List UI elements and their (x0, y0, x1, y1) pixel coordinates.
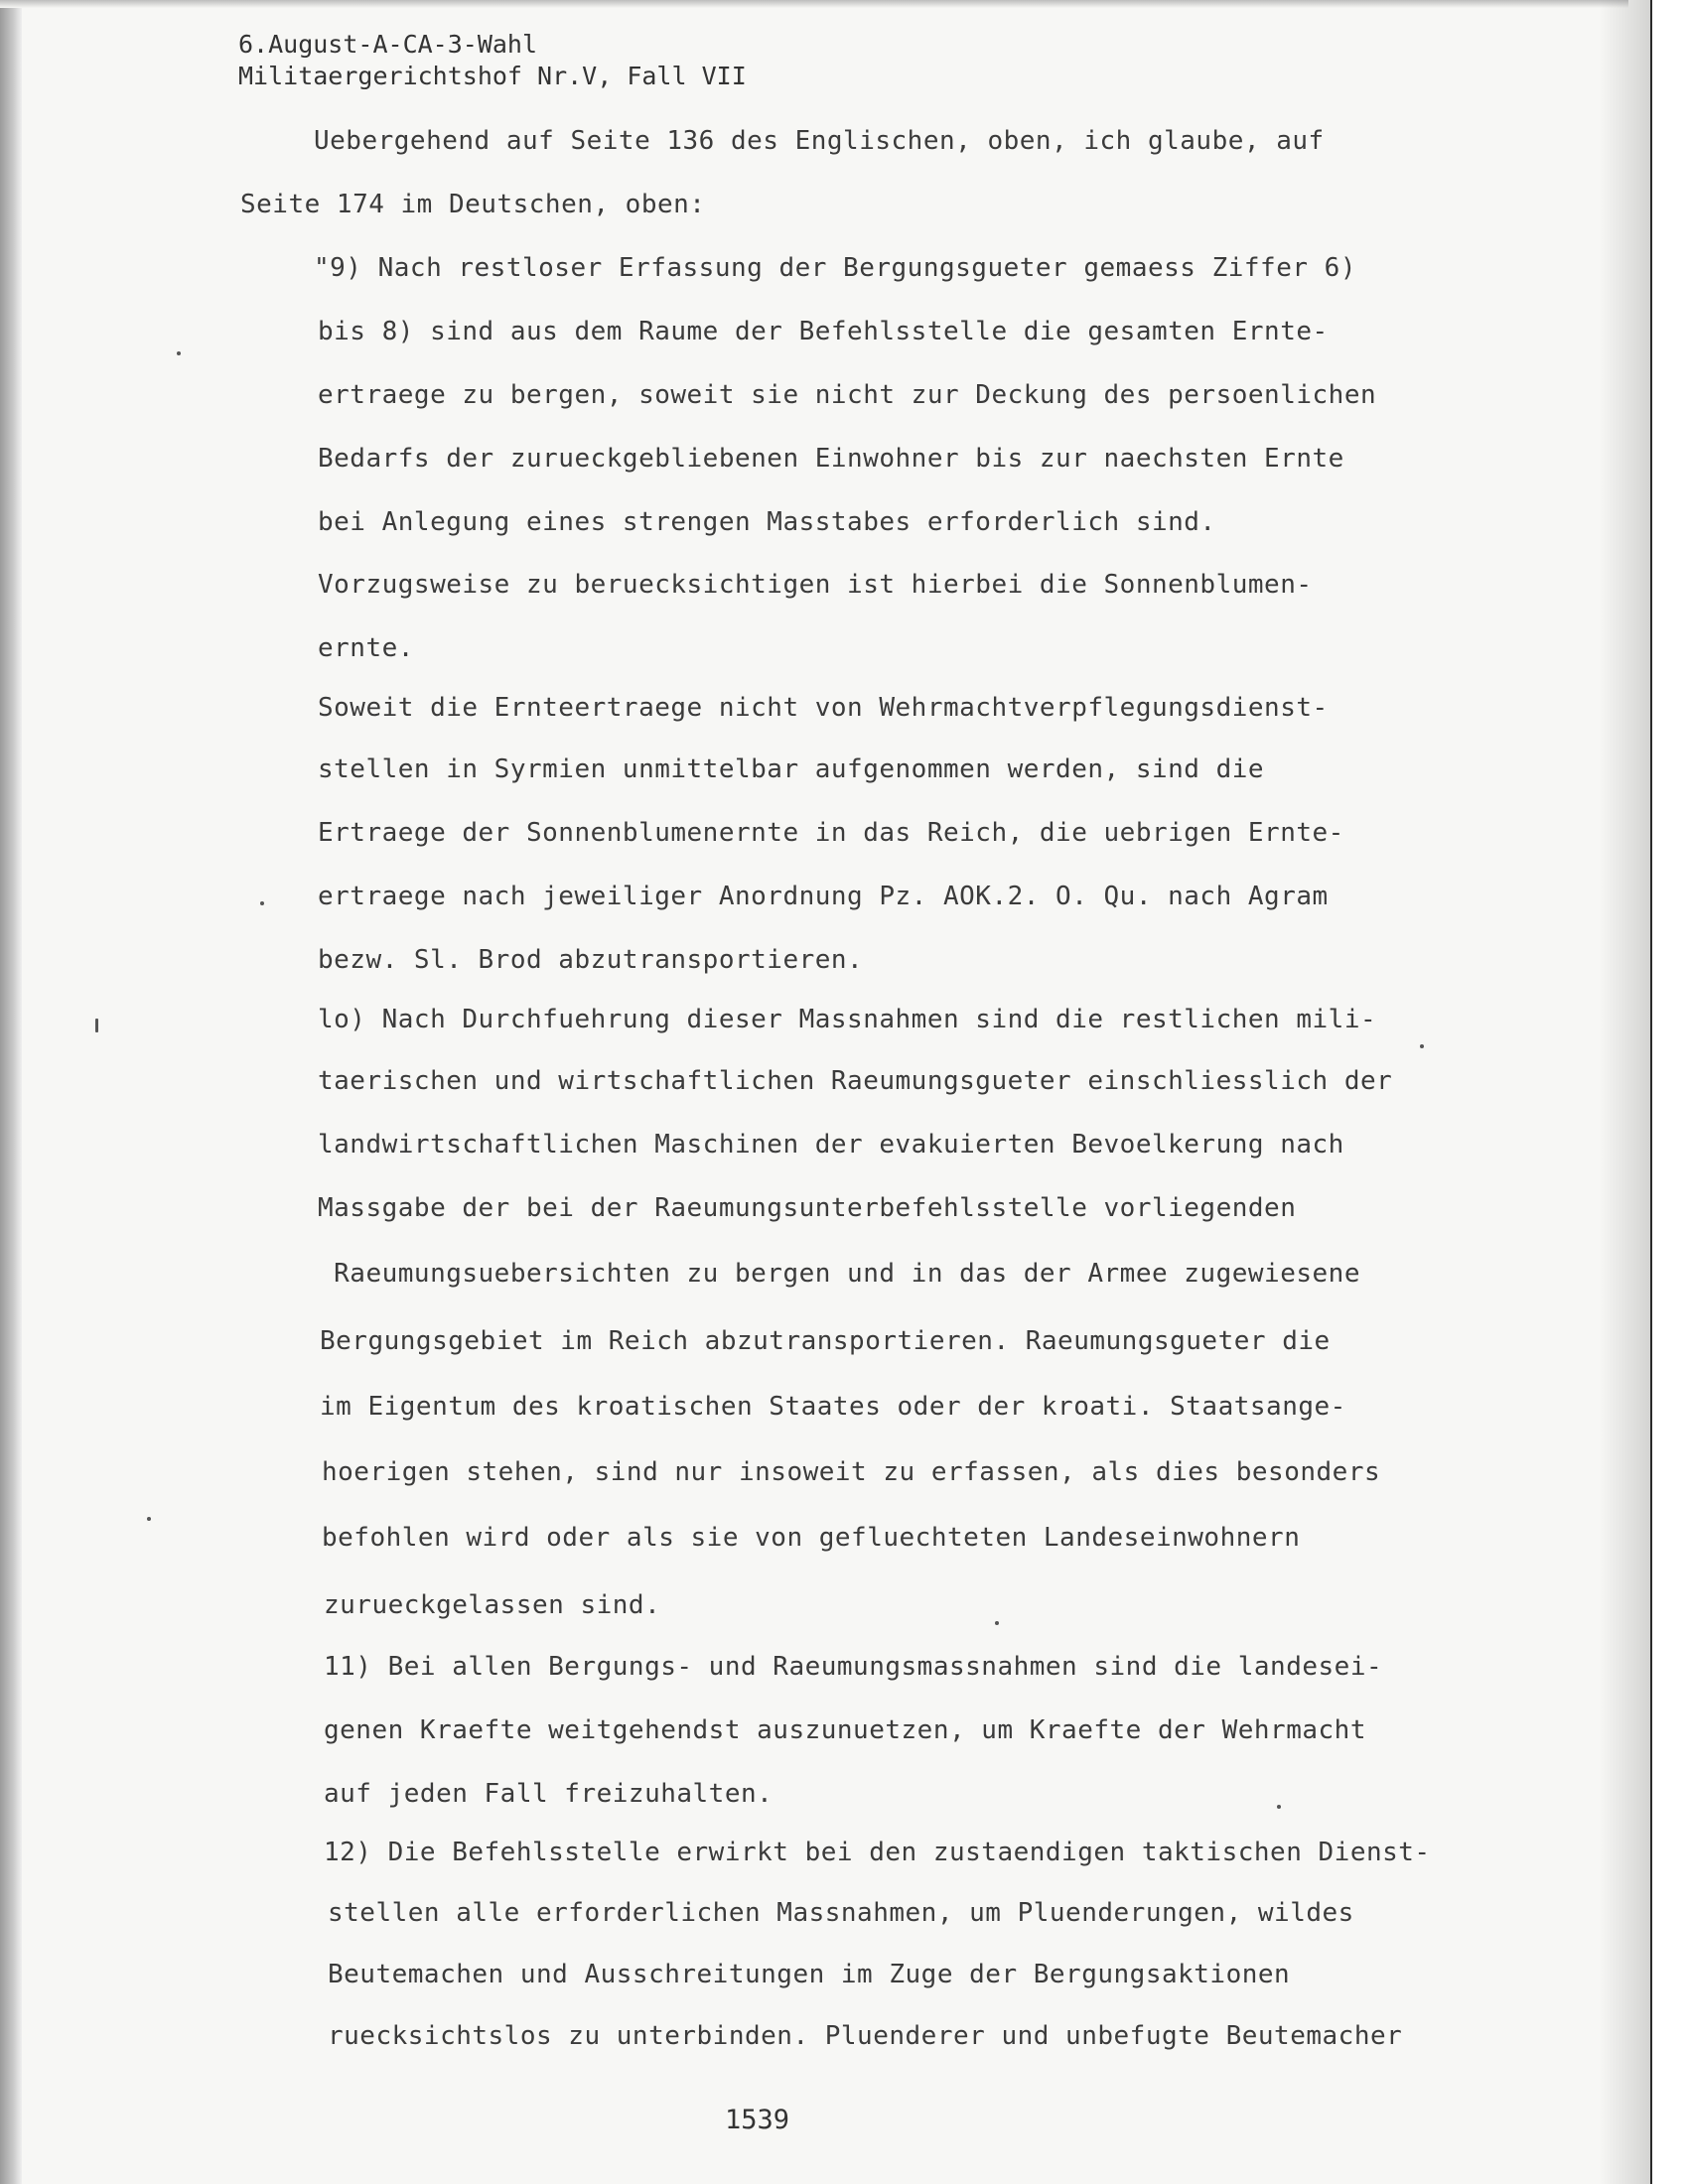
text-line: genen Kraefte weitgehendst auszunuetzen, um Kraefte der Wehrmacht (324, 1715, 1366, 1745)
text-line: 12) Die Befehlsstelle erwirkt bei den zustaendigen taktischen Dienst- (324, 1838, 1431, 1867)
scan-top-shadow (0, 0, 1628, 8)
text-line: bei Anlegung eines strengen Masstabes erforderlich sind. (318, 507, 1216, 537)
page-number: 1539 (725, 2105, 790, 2135)
header-reference: 6.August-A-CA-3-Wahl (238, 30, 538, 59)
text-line: auf jeden Fall freizuhalten. (324, 1779, 774, 1809)
text-line: im Eigentum des kroatischen Staates oder der kroati. Staatsange- (320, 1392, 1346, 1422)
text-line: lo) Nach Durchfuehrung dieser Massnahmen sind die restlichen mili- (318, 1005, 1377, 1034)
page-edge-margin (1652, 0, 1688, 2184)
text-line: landwirtschaftlichen Maschinen der evakuierten Bevoelkerung nach (318, 1130, 1344, 1160)
text-line: "9) Nach restloser Erfassung der Bergungsgueter gemaess Ziffer 6) (314, 253, 1356, 283)
text-line: ruecksichtslos zu unterbinden. Pluenderer und unbefugte Beutemacher (328, 2021, 1403, 2051)
text-line: ernte. (318, 633, 414, 663)
scan-speck (260, 901, 264, 905)
text-line: bezw. Sl. Brod abzutransportieren. (318, 945, 864, 975)
scan-left-margin (0, 0, 22, 2184)
text-line: hoerigen stehen, sind nur insoweit zu erfassen, als dies besonders (322, 1457, 1381, 1487)
text-line: ertraege zu bergen, soweit sie nicht zur Deckung des persoenlichen (318, 380, 1377, 410)
text-line: befohlen wird oder als sie von gefluechteten Landeseinwohnern (322, 1523, 1301, 1553)
text-line: Ertraege der Sonnenblumenernte in das Reich, die uebrigen Ernte- (318, 818, 1344, 848)
text-line: Raeumungsuebersichten zu bergen und in das der Armee zugewiesene (318, 1259, 1360, 1289)
text-line: 11) Bei allen Bergungs- und Raeumungsmassnahmen sind die landesei- (324, 1652, 1383, 1682)
scan-speck (177, 351, 181, 355)
scan-right-shade (1599, 0, 1650, 2184)
text-line: ertraege nach jeweiliger Anordnung Pz. AOK.2. O. Qu. nach Agram (318, 882, 1329, 911)
text-line: Massgabe der bei der Raeumungsunterbefehlsstelle vorliegenden (318, 1193, 1297, 1223)
text-line: Beutemachen und Ausschreitungen im Zuge der Bergungsaktionen (328, 1960, 1291, 1989)
text-line: stellen in Syrmien unmittelbar aufgenommen werden, sind die (318, 754, 1265, 784)
text-line: Vorzugsweise zu beruecksichtigen ist hierbei die Sonnenblumen- (318, 570, 1313, 600)
scan-speck (147, 1517, 151, 1521)
text-line: taerischen und wirtschaftlichen Raeumungsgueter einschliesslich der (318, 1066, 1393, 1096)
text-line: Soweit die Ernteertraege nicht von Wehrmachtverpflegungsdienst- (318, 693, 1329, 723)
text-line: Seite 174 im Deutschen, oben: (240, 190, 706, 219)
text-line: Uebergehend auf Seite 136 des Englischen, oben, ich glaube, auf (314, 126, 1325, 156)
scan-speck (995, 1621, 999, 1625)
header-tribunal: Militaergerichtshof Nr.V, Fall VII (238, 62, 747, 90)
text-line: zurueckgelassen sind. (324, 1590, 661, 1620)
scan-speck (1277, 1805, 1281, 1809)
text-line: stellen alle erforderlichen Massnahmen, um Pluenderungen, wildes (328, 1898, 1354, 1928)
text-line: bis 8) sind aus dem Raume der Befehlsstelle die gesamten Ernte- (318, 317, 1329, 346)
text-line: Bedarfs der zurueckgebliebenen Einwohner bis zur naechsten Ernte (318, 444, 1344, 474)
scan-speck (95, 1019, 98, 1032)
text-line: Bergungsgebiet im Reich abzutransportieren. Raeumungsgueter die (320, 1326, 1331, 1356)
scan-speck (1420, 1044, 1424, 1048)
